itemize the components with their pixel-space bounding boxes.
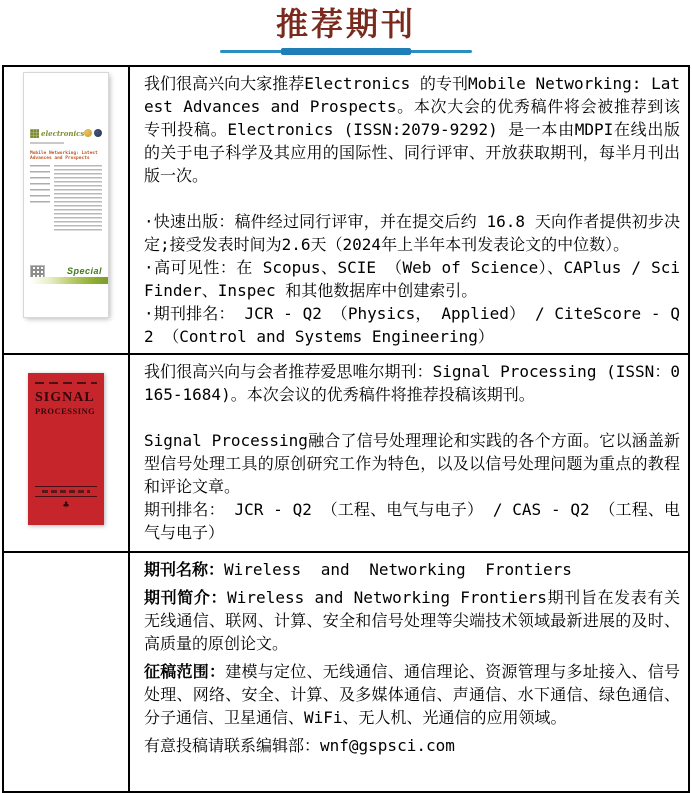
cover-rule: [35, 496, 97, 497]
special-issue-title: Mobile Networking: Latest Advances and Prospects: [30, 151, 98, 161]
paragraph: Signal Processing融合了信号处理理论和实践的各个方面。它以涵盖新型信号处理工具的原创研究工作为特色，以及以信号处理问题为重点的教程和评论文章。: [144, 431, 680, 496]
table-row-signal-processing: [3, 354, 689, 552]
title-divider: [220, 47, 472, 56]
signal-processing-cover-cell: [3, 354, 129, 552]
journal-table: [2, 65, 690, 793]
journal-name-field: [144, 558, 680, 581]
signal-processing-description-cell: [129, 354, 689, 552]
empty-cover-cell: [3, 552, 129, 792]
divider-thick-line: [281, 48, 411, 55]
flyer-body-text: [30, 165, 102, 231]
flyer-subline: [30, 142, 64, 144]
elsevier-tree-icon: [63, 501, 69, 511]
cover-title-line2: PROCESSING: [35, 406, 96, 416]
special-label: Special: [66, 266, 102, 276]
field-value: 建模与定位、无线通信、通信理论、资源管理与多址接入、信号处理、网络、安全、计算、及多媒体通信、声通信、水下通信、绿色通信、分子通信、卫星通信、WiFi、无人机、光通信的应用领域。: [144, 662, 680, 727]
field-label: 期刊简介：: [144, 588, 228, 607]
field-value: Wireless and Networking Frontiers: [224, 560, 572, 579]
electronics-logo-text: electronics: [41, 128, 85, 138]
contact-line: 有意投稿请联系编辑部：wnf@gspsci.com: [144, 736, 455, 755]
page-title: 推荐期刊: [275, 6, 416, 42]
impact-factor-badge-icon: [84, 129, 92, 137]
field-label: 期刊名称：: [144, 560, 225, 579]
electronics-logo-icon: [30, 129, 39, 138]
field-value: Wireless and Networking Frontiers期刊旨在发表有关无线通信、联网、计算、安全和信号处理等尖端技术领域最新进展的及时、高质量的原创论文。: [144, 588, 680, 653]
paragraph: ·高可见性：在 Scopus、SCIE （Web of Science）、CAPlus / SciFinder、Inspec 和其他数据库中创建索引。: [144, 258, 680, 300]
green-gradient-bar: [30, 277, 108, 284]
cover-rule: [35, 486, 97, 487]
field-label: 征稿范围：: [144, 662, 226, 681]
table-row-electronics: [3, 66, 689, 354]
table-row-wnf: [3, 552, 689, 792]
paragraph: ·期刊排名： JCR - Q2 （Physics， Applied） / CiteScore - Q2 （Control and Systems Engineering）: [144, 304, 680, 346]
paragraph: 期刊排名： JCR - Q2 （工程、电气与电子） / CAS - Q2 （工程、电气与电子）: [144, 500, 680, 542]
paragraph: 我们很高兴向与会者推荐爱思唯尔期刊：Signal Processing (ISSN：0165-1684)。本次会议的优秀稿件将推荐投稿该期刊。: [144, 362, 680, 404]
journal-badges: [84, 129, 102, 137]
journal-intro-field: [144, 586, 680, 655]
paragraph: 我们很高兴向大家推荐Electronics 的专刊Mobile Networking: Latest Advances and Prospects。本次大会的优秀稿件将会被推荐到该专刊投稿。Electronics (ISSN:2079-9292) 是一本由MDPI在线出版的关于电子科学及其应用的国际性、同行评审、开放获取期刊，每半月刊出版一次。: [144, 74, 680, 185]
flyer-text-column: [54, 165, 102, 231]
wnf-description-cell: [129, 552, 689, 792]
call-for-papers-field: [144, 660, 680, 729]
electronics-cover-cell: [3, 66, 129, 354]
page-header: [0, 0, 692, 56]
citescore-badge-icon: [94, 129, 102, 137]
cover-volume-line: [35, 382, 97, 384]
flyer-label-column: [30, 165, 50, 203]
cover-title-line1: SIGNAL: [35, 390, 95, 405]
electronics-description-cell: [129, 66, 689, 354]
electronics-logo: [30, 129, 84, 138]
cover-footer-text: [42, 490, 90, 493]
signal-processing-cover: [28, 373, 104, 525]
paragraph: ·快速出版：稿件经过同行评审，并在提交后约 16.8 天向作者提供初步决定;接受发表时间为2.6天（2024年上半年本刊发表论文的中位数）。: [144, 212, 680, 254]
electronics-cover: [24, 73, 108, 317]
